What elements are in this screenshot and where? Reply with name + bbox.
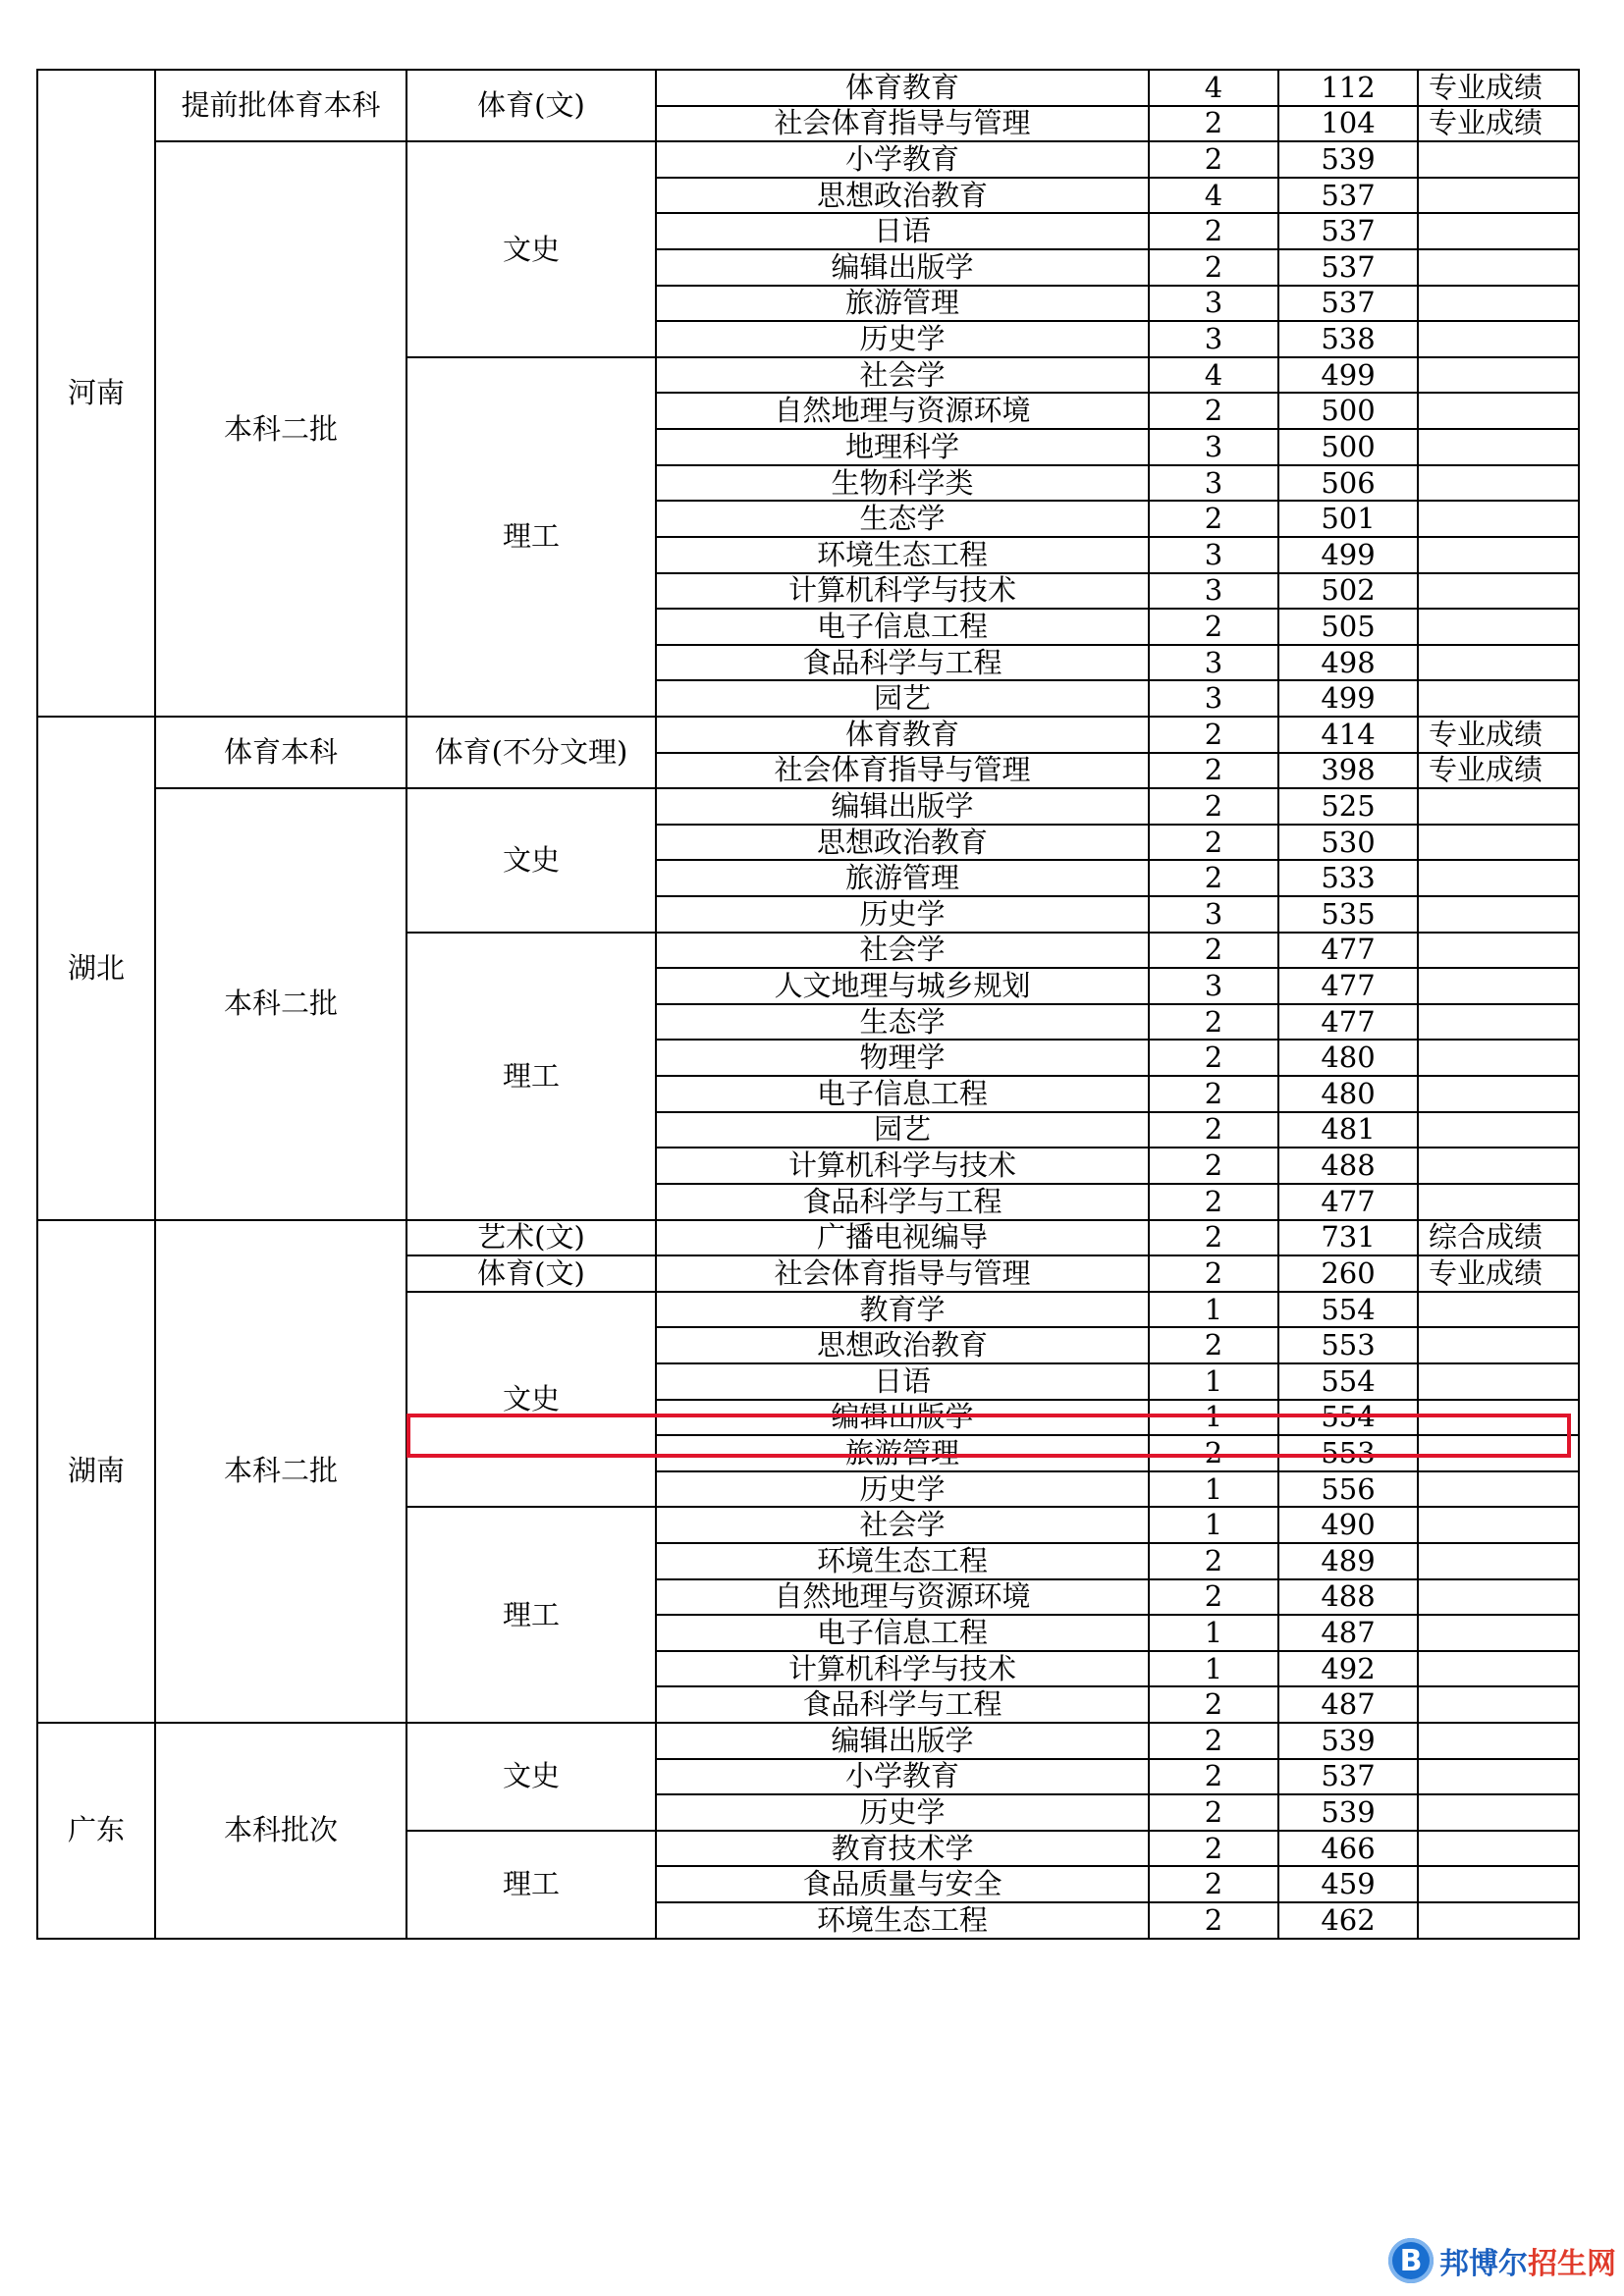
cell-major: 电子信息工程 bbox=[656, 1615, 1149, 1651]
cell-score: 537 bbox=[1278, 286, 1418, 322]
cell-batch: 本科二批 bbox=[155, 788, 406, 1219]
cell-score: 477 bbox=[1278, 1184, 1418, 1220]
cell-plan: 2 bbox=[1149, 1579, 1278, 1616]
cell-score: 505 bbox=[1278, 609, 1418, 645]
cell-major: 广播电视编导 bbox=[656, 1220, 1149, 1256]
cell-category: 体育(文) bbox=[406, 1255, 656, 1292]
cell-note bbox=[1418, 501, 1579, 537]
cell-score: 499 bbox=[1278, 680, 1418, 717]
cell-plan: 2 bbox=[1149, 609, 1278, 645]
watermark-text-b: 招生网 bbox=[1528, 2247, 1616, 2281]
cell-plan: 3 bbox=[1149, 680, 1278, 717]
cell-major: 社会体育指导与管理 bbox=[656, 106, 1149, 142]
cell-plan: 2 bbox=[1149, 1831, 1278, 1867]
cell-major: 生态学 bbox=[656, 501, 1149, 537]
cell-score: 462 bbox=[1278, 1902, 1418, 1939]
cell-note bbox=[1418, 321, 1579, 357]
cell-note bbox=[1418, 1759, 1579, 1795]
cell-score: 500 bbox=[1278, 429, 1418, 465]
cell-plan: 2 bbox=[1149, 1148, 1278, 1184]
cell-score: 537 bbox=[1278, 249, 1418, 286]
cell-score: 539 bbox=[1278, 141, 1418, 178]
cell-major: 环境生态工程 bbox=[656, 1543, 1149, 1579]
cell-major: 编辑出版学 bbox=[656, 249, 1149, 286]
cell-score: 492 bbox=[1278, 1651, 1418, 1687]
cell-major: 教育技术学 bbox=[656, 1831, 1149, 1867]
cell-plan: 2 bbox=[1149, 1723, 1278, 1759]
cell-plan: 3 bbox=[1149, 645, 1278, 681]
cell-plan: 2 bbox=[1149, 753, 1278, 789]
cell-plan: 3 bbox=[1149, 968, 1278, 1004]
cell-plan: 2 bbox=[1149, 213, 1278, 249]
cell-score: 554 bbox=[1278, 1400, 1418, 1436]
cell-plan: 2 bbox=[1149, 1255, 1278, 1292]
cell-major: 思想政治教育 bbox=[656, 178, 1149, 214]
cell-major: 旅游管理 bbox=[656, 1435, 1149, 1471]
cell-score: 498 bbox=[1278, 645, 1418, 681]
cell-note bbox=[1418, 213, 1579, 249]
cell-score: 500 bbox=[1278, 393, 1418, 429]
cell-plan: 2 bbox=[1149, 1112, 1278, 1148]
cell-major: 自然地理与资源环境 bbox=[656, 393, 1149, 429]
cell-plan: 2 bbox=[1149, 933, 1278, 969]
cell-plan: 2 bbox=[1149, 860, 1278, 896]
table-row bbox=[37, 788, 1579, 825]
cell-score: 554 bbox=[1278, 1363, 1418, 1400]
cell-plan: 2 bbox=[1149, 1543, 1278, 1579]
cell-note: 专业成绩 bbox=[1418, 70, 1579, 106]
cell-note bbox=[1418, 788, 1579, 825]
cell-note: 专业成绩 bbox=[1418, 753, 1579, 789]
cell-plan: 2 bbox=[1149, 717, 1278, 753]
cell-score: 499 bbox=[1278, 537, 1418, 573]
cell-score: 533 bbox=[1278, 860, 1418, 896]
cell-batch: 体育本科 bbox=[155, 717, 406, 788]
cell-major: 思想政治教育 bbox=[656, 825, 1149, 861]
table-body bbox=[37, 70, 1579, 1939]
cell-score: 537 bbox=[1278, 213, 1418, 249]
cell-score: 459 bbox=[1278, 1866, 1418, 1902]
cell-score: 502 bbox=[1278, 573, 1418, 610]
cell-note bbox=[1418, 1112, 1579, 1148]
cell-major: 食品科学与工程 bbox=[656, 1184, 1149, 1220]
table-row bbox=[37, 717, 1579, 753]
cell-major: 历史学 bbox=[656, 1794, 1149, 1831]
cell-major: 自然地理与资源环境 bbox=[656, 1579, 1149, 1616]
cell-score: 537 bbox=[1278, 1759, 1418, 1795]
cell-score: 537 bbox=[1278, 178, 1418, 214]
cell-plan: 4 bbox=[1149, 70, 1278, 106]
cell-score: 731 bbox=[1278, 1220, 1418, 1256]
cell-plan: 2 bbox=[1149, 1040, 1278, 1076]
cell-plan: 2 bbox=[1149, 1184, 1278, 1220]
cell-plan: 2 bbox=[1149, 106, 1278, 142]
cell-note bbox=[1418, 825, 1579, 861]
cell-major: 食品科学与工程 bbox=[656, 1686, 1149, 1723]
cell-score: 553 bbox=[1278, 1327, 1418, 1363]
cell-plan: 3 bbox=[1149, 537, 1278, 573]
cell-note bbox=[1418, 1866, 1579, 1902]
cell-plan: 3 bbox=[1149, 429, 1278, 465]
cell-plan: 2 bbox=[1149, 825, 1278, 861]
cell-major: 生物科学类 bbox=[656, 465, 1149, 502]
cell-score: 530 bbox=[1278, 825, 1418, 861]
cell-plan: 2 bbox=[1149, 1004, 1278, 1041]
cell-score: 488 bbox=[1278, 1148, 1418, 1184]
cell-major: 食品科学与工程 bbox=[656, 645, 1149, 681]
cell-plan: 3 bbox=[1149, 321, 1278, 357]
cell-note bbox=[1418, 645, 1579, 681]
cell-note bbox=[1418, 1686, 1579, 1723]
cell-note bbox=[1418, 1184, 1579, 1220]
cell-category: 理工 bbox=[406, 1831, 656, 1939]
cell-category: 艺术(文) bbox=[406, 1220, 656, 1256]
cell-major: 小学教育 bbox=[656, 1759, 1149, 1795]
cell-note bbox=[1418, 357, 1579, 394]
cell-note bbox=[1418, 141, 1579, 178]
cell-note bbox=[1418, 609, 1579, 645]
cell-major: 社会学 bbox=[656, 357, 1149, 394]
cell-major: 编辑出版学 bbox=[656, 788, 1149, 825]
cell-plan: 2 bbox=[1149, 1435, 1278, 1471]
cell-batch: 本科二批 bbox=[155, 1220, 406, 1724]
table-row bbox=[37, 70, 1579, 106]
cell-category: 体育(不分文理) bbox=[406, 717, 656, 788]
cell-major: 物理学 bbox=[656, 1040, 1149, 1076]
cell-category: 理工 bbox=[406, 357, 656, 717]
cell-note bbox=[1418, 1327, 1579, 1363]
cell-major: 思想政治教育 bbox=[656, 1327, 1149, 1363]
cell-note bbox=[1418, 1076, 1579, 1112]
cell-plan: 2 bbox=[1149, 1759, 1278, 1795]
cell-note bbox=[1418, 1902, 1579, 1939]
cell-note bbox=[1418, 1004, 1579, 1041]
cell-plan: 2 bbox=[1149, 393, 1278, 429]
cell-note bbox=[1418, 1723, 1579, 1759]
cell-score: 538 bbox=[1278, 321, 1418, 357]
cell-note bbox=[1418, 178, 1579, 214]
cell-note bbox=[1418, 1794, 1579, 1831]
cell-note bbox=[1418, 537, 1579, 573]
cell-note bbox=[1418, 573, 1579, 610]
cell-note bbox=[1418, 680, 1579, 717]
cell-major: 历史学 bbox=[656, 896, 1149, 933]
cell-score: 466 bbox=[1278, 1831, 1418, 1867]
cell-score: 553 bbox=[1278, 1435, 1418, 1471]
cell-major: 教育学 bbox=[656, 1292, 1149, 1328]
cell-plan: 2 bbox=[1149, 1794, 1278, 1831]
cell-plan: 3 bbox=[1149, 465, 1278, 502]
cell-score: 481 bbox=[1278, 1112, 1418, 1148]
cell-plan: 4 bbox=[1149, 178, 1278, 214]
cell-plan: 3 bbox=[1149, 286, 1278, 322]
cell-plan: 2 bbox=[1149, 1686, 1278, 1723]
cell-major: 历史学 bbox=[656, 321, 1149, 357]
watermark bbox=[1388, 2236, 1616, 2285]
cell-score: 487 bbox=[1278, 1615, 1418, 1651]
cell-note bbox=[1418, 1400, 1579, 1436]
cell-plan: 3 bbox=[1149, 896, 1278, 933]
cell-score: 398 bbox=[1278, 753, 1418, 789]
cell-major: 园艺 bbox=[656, 1112, 1149, 1148]
cell-batch: 提前批体育本科 bbox=[155, 70, 406, 141]
cell-plan: 2 bbox=[1149, 501, 1278, 537]
cell-plan: 1 bbox=[1149, 1507, 1278, 1543]
cell-note bbox=[1418, 1543, 1579, 1579]
cell-note bbox=[1418, 968, 1579, 1004]
cell-category: 理工 bbox=[406, 1507, 656, 1723]
cell-major: 园艺 bbox=[656, 680, 1149, 717]
cell-score: 535 bbox=[1278, 896, 1418, 933]
cell-note bbox=[1418, 1579, 1579, 1616]
cell-score: 501 bbox=[1278, 501, 1418, 537]
cell-major: 日语 bbox=[656, 213, 1149, 249]
cell-major: 社会体育指导与管理 bbox=[656, 1255, 1149, 1292]
cell-province: 湖南 bbox=[37, 1220, 155, 1724]
cell-plan: 2 bbox=[1149, 788, 1278, 825]
cell-score: 480 bbox=[1278, 1076, 1418, 1112]
cell-note bbox=[1418, 286, 1579, 322]
cell-plan: 1 bbox=[1149, 1400, 1278, 1436]
cell-score: 539 bbox=[1278, 1794, 1418, 1831]
cell-score: 477 bbox=[1278, 1004, 1418, 1041]
cell-score: 556 bbox=[1278, 1471, 1418, 1508]
cell-score: 487 bbox=[1278, 1686, 1418, 1723]
cell-category: 文史 bbox=[406, 141, 656, 357]
cell-note bbox=[1418, 1615, 1579, 1651]
cell-note bbox=[1418, 933, 1579, 969]
cell-batch: 本科二批 bbox=[155, 141, 406, 717]
cell-major: 社会学 bbox=[656, 933, 1149, 969]
cell-plan: 2 bbox=[1149, 1902, 1278, 1939]
cell-batch: 本科批次 bbox=[155, 1723, 406, 1939]
table-row bbox=[37, 1220, 1579, 1256]
cell-category: 文史 bbox=[406, 1723, 656, 1831]
cell-major: 地理科学 bbox=[656, 429, 1149, 465]
cell-major: 电子信息工程 bbox=[656, 609, 1149, 645]
cell-category: 文史 bbox=[406, 1292, 656, 1508]
cell-plan: 2 bbox=[1149, 249, 1278, 286]
cell-major: 环境生态工程 bbox=[656, 1902, 1149, 1939]
cell-score: 104 bbox=[1278, 106, 1418, 142]
watermark-text-a: 邦博尔 bbox=[1439, 2247, 1528, 2281]
cell-note bbox=[1418, 1040, 1579, 1076]
admission-score-table bbox=[36, 69, 1580, 1940]
cell-note bbox=[1418, 1363, 1579, 1400]
cell-note: 专业成绩 bbox=[1418, 1255, 1579, 1292]
cell-note bbox=[1418, 1471, 1579, 1508]
cell-score: 488 bbox=[1278, 1579, 1418, 1616]
cell-score: 414 bbox=[1278, 717, 1418, 753]
cell-plan: 4 bbox=[1149, 357, 1278, 394]
cell-score: 477 bbox=[1278, 968, 1418, 1004]
cell-plan: 1 bbox=[1149, 1292, 1278, 1328]
cell-note: 专业成绩 bbox=[1418, 717, 1579, 753]
cell-score: 554 bbox=[1278, 1292, 1418, 1328]
watermark-text bbox=[1439, 2239, 1616, 2282]
cell-major: 体育教育 bbox=[656, 717, 1149, 753]
cell-major: 食品质量与安全 bbox=[656, 1866, 1149, 1902]
cell-note: 综合成绩 bbox=[1418, 1220, 1579, 1256]
cell-major: 社会体育指导与管理 bbox=[656, 753, 1149, 789]
cell-plan: 2 bbox=[1149, 1076, 1278, 1112]
cell-note bbox=[1418, 1831, 1579, 1867]
cell-score: 490 bbox=[1278, 1507, 1418, 1543]
cell-note bbox=[1418, 1651, 1579, 1687]
cell-score: 506 bbox=[1278, 465, 1418, 502]
cell-major: 日语 bbox=[656, 1363, 1149, 1400]
cell-note bbox=[1418, 429, 1579, 465]
cell-plan: 1 bbox=[1149, 1615, 1278, 1651]
cell-note bbox=[1418, 896, 1579, 933]
cell-plan: 2 bbox=[1149, 1866, 1278, 1902]
watermark-logo-icon: B bbox=[1388, 2238, 1434, 2283]
cell-major: 计算机科学与技术 bbox=[656, 573, 1149, 610]
cell-major: 电子信息工程 bbox=[656, 1076, 1149, 1112]
cell-plan: 2 bbox=[1149, 1220, 1278, 1256]
cell-note bbox=[1418, 1435, 1579, 1471]
cell-score: 525 bbox=[1278, 788, 1418, 825]
cell-category: 体育(文) bbox=[406, 70, 656, 141]
cell-category: 文史 bbox=[406, 788, 656, 932]
cell-major: 旅游管理 bbox=[656, 860, 1149, 896]
cell-score: 499 bbox=[1278, 357, 1418, 394]
cell-note bbox=[1418, 1507, 1579, 1543]
cell-score: 480 bbox=[1278, 1040, 1418, 1076]
cell-plan: 2 bbox=[1149, 1327, 1278, 1363]
cell-note bbox=[1418, 393, 1579, 429]
cell-note bbox=[1418, 1292, 1579, 1328]
cell-category: 理工 bbox=[406, 933, 656, 1220]
cell-major: 小学教育 bbox=[656, 141, 1149, 178]
cell-province: 湖北 bbox=[37, 717, 155, 1220]
cell-major: 生态学 bbox=[656, 1004, 1149, 1041]
cell-score: 489 bbox=[1278, 1543, 1418, 1579]
cell-plan: 3 bbox=[1149, 573, 1278, 610]
cell-score: 260 bbox=[1278, 1255, 1418, 1292]
cell-note: 专业成绩 bbox=[1418, 106, 1579, 142]
cell-major: 计算机科学与技术 bbox=[656, 1651, 1149, 1687]
cell-note bbox=[1418, 1148, 1579, 1184]
cell-plan: 1 bbox=[1149, 1363, 1278, 1400]
cell-major: 编辑出版学 bbox=[656, 1400, 1149, 1436]
table-row bbox=[37, 1723, 1579, 1759]
cell-province: 河南 bbox=[37, 70, 155, 717]
cell-plan: 1 bbox=[1149, 1471, 1278, 1508]
cell-major: 历史学 bbox=[656, 1471, 1149, 1508]
cell-major: 计算机科学与技术 bbox=[656, 1148, 1149, 1184]
cell-score: 539 bbox=[1278, 1723, 1418, 1759]
cell-major: 社会学 bbox=[656, 1507, 1149, 1543]
cell-major: 旅游管理 bbox=[656, 286, 1149, 322]
cell-note bbox=[1418, 860, 1579, 896]
cell-score: 112 bbox=[1278, 70, 1418, 106]
cell-major: 人文地理与城乡规划 bbox=[656, 968, 1149, 1004]
cell-major: 体育教育 bbox=[656, 70, 1149, 106]
cell-plan: 2 bbox=[1149, 141, 1278, 178]
cell-province: 广东 bbox=[37, 1723, 155, 1939]
cell-score: 477 bbox=[1278, 933, 1418, 969]
cell-note bbox=[1418, 465, 1579, 502]
cell-note bbox=[1418, 249, 1579, 286]
cell-plan: 1 bbox=[1149, 1651, 1278, 1687]
cell-major: 编辑出版学 bbox=[656, 1723, 1149, 1759]
cell-major: 环境生态工程 bbox=[656, 537, 1149, 573]
table-row bbox=[37, 141, 1579, 178]
